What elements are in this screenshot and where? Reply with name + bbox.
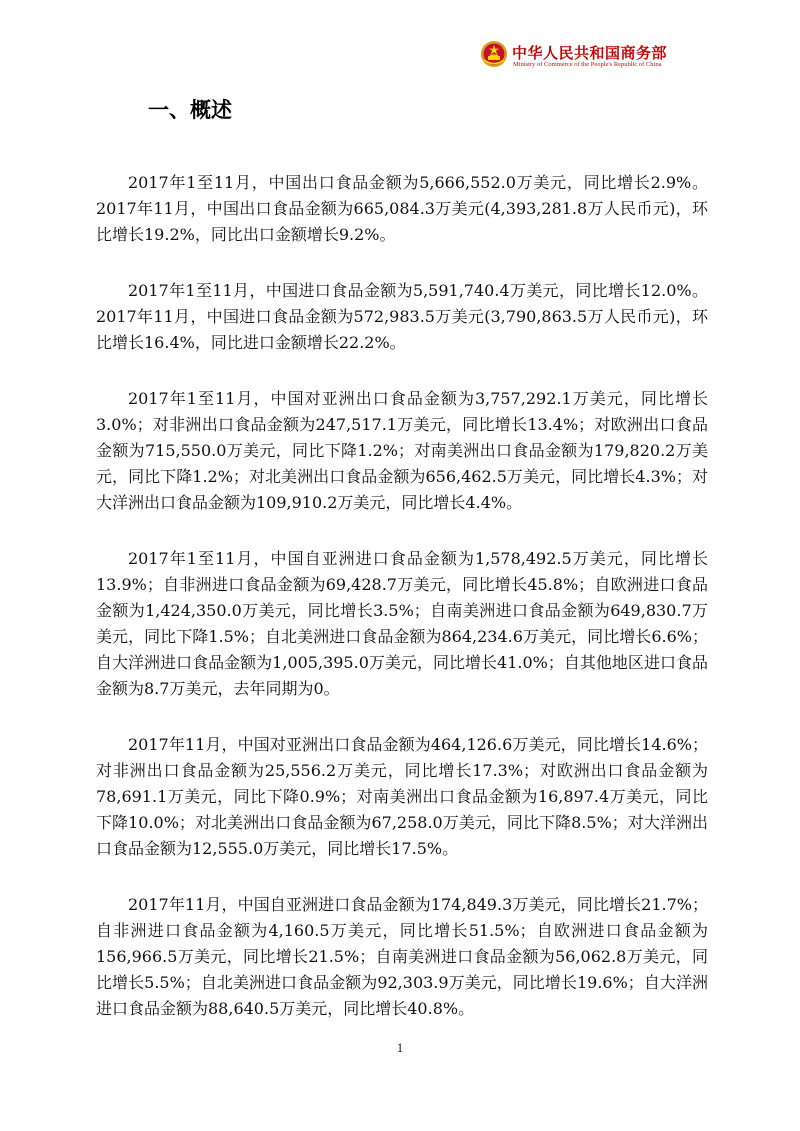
page-header	[480, 40, 780, 72]
national-emblem-icon	[480, 40, 508, 68]
paragraph-export-jan-nov: 2017年1至11月，中国出口食品金额为5,666,552.0万美元，同比增长2.9%。2017年11月，中国出口食品金额为665,084.3万美元(4,393,281.8万人民币元)，环比增长19.2%，同比出口金额增长9.2%。	[96, 173, 708, 244]
paragraph-import-by-region-nov: 2017年11月，中国自亚洲进口食品金额为174,849.3万美元，同比增长21.7%；自非洲进口食品金额为4,160.5万美元，同比增长51.5%；自欧洲进口食品金额为156,966.5万美元，同比增长21.5%；自南美洲进口食品金额为56,062.8万美元，同比增长5.5%；自北美洲进口食品金额为92,303.9万美元，同比增长19.6%；自大洋洲进口食品金额为88,640.5万美元，同比增长40.8%。	[96, 895, 708, 1018]
paragraph-import-jan-nov: 2017年1至11月，中国进口食品金额为5,591,740.4万美元，同比增长12.0%。2017年11月，中国进口食品金额为572,983.5万美元(3,790,863.5万人民币元)，环比增长16.4%，同比进口金额增长22.2%。	[96, 281, 708, 352]
ministry-name-en: Ministry of Commerce of the People's Republic of China	[513, 61, 662, 68]
page-number: 1	[396, 1040, 404, 1055]
paragraph-import-by-region-jan-nov: 2017年1至11月，中国自亚洲进口食品金额为1,578,492.5万美元，同比增长13.9%；自非洲进口食品金额为69,428.7万美元，同比增长45.8%；自欧洲进口食品金额为1,424,350.0万美元，同比增长3.5%；自南美洲进口食品金额为649,830.7万美元，同比下降1.5%；自北美洲进口食品金额为864,234.6万美元，同比增长6.6%；自大洋洲进口食品金额为1,005,395.0万美元，同比增长41.0%；自其他地区进口食品金额为8.7万美元，去年同期为0。	[96, 549, 708, 698]
document-body	[96, 170, 708, 1052]
ministry-name-cn: 中华人民共和国商务部	[512, 44, 668, 62]
paragraph-export-by-region-jan-nov: 2017年1至11月，中国对亚洲出口食品金额为3,757,292.1万美元，同比增长3.0%；对非洲出口食品金额为247,517.1万美元，同比增长13.4%；对欧洲出口食品金额为715,550.0万美元，同比下降1.2%；对南美洲出口食品金额为179,820.2万美元，同比下降1.2%；对北美洲出口食品金额为656,462.5万美元，同比增长4.3%；对大洋洲出口食品金额为109,910.2万美元，同比增长4.4%。	[96, 389, 708, 512]
paragraph-export-by-region-nov: 2017年11月，中国对亚洲出口食品金额为464,126.6万美元，同比增长14.6%；对非洲出口食品金额为25,556.2万美元，同比增长17.3%；对欧洲出口食品金额为78,691.1万美元，同比下降0.9%；对南美洲出口食品金额为16,897.4万美元，同比下降10.0%；对北美洲出口食品金额为67,258.0万美元，同比下降8.5%；对大洋洲出口食品金额为12,555.0万美元，同比增长17.5%。	[96, 735, 708, 858]
section-title: 一、概述	[148, 98, 232, 122]
